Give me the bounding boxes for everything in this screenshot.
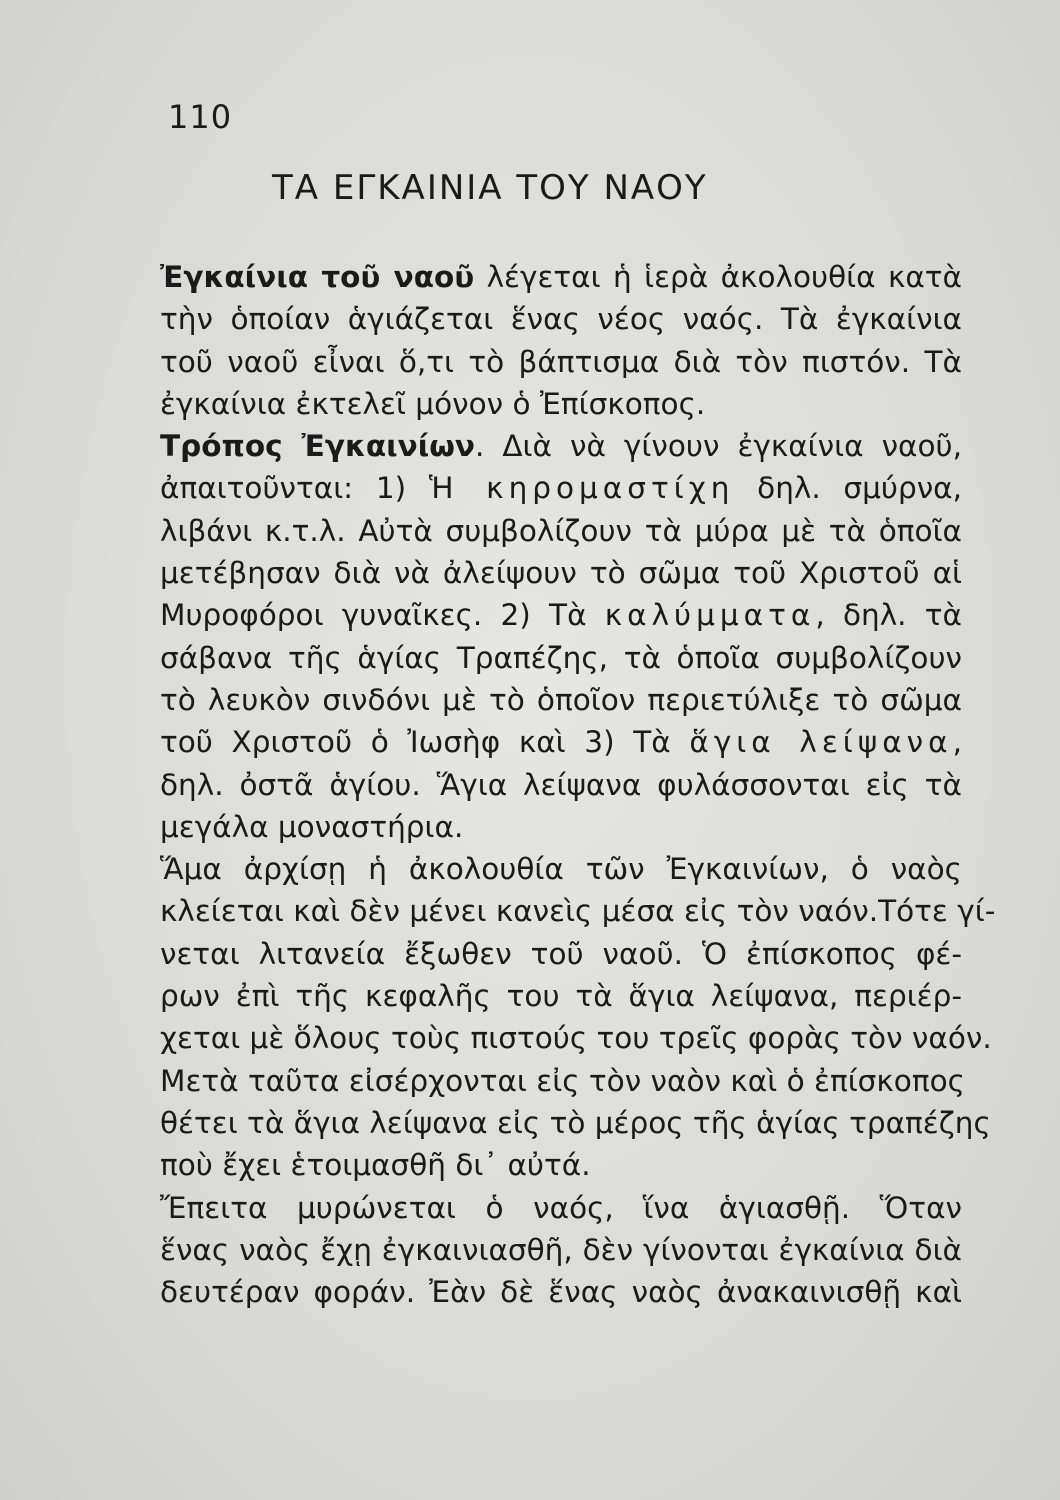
text-run: Μυροφόροι γυναῖκες. 2) Τὰ	[160, 598, 605, 633]
emphasized-term: καλύμματα	[604, 598, 816, 633]
text-run: λιβάνι κ.τ.λ. Αὐτὰ συμβολίζουν τὰ μύρα μὲ τὰ ὁποῖα	[160, 513, 962, 548]
text-line	[160, 1187, 962, 1229]
text-run: ἐγκαίνια ἐκτελεῖ μόνον ὁ Ἐπίσκοπος.	[160, 386, 706, 421]
text-line	[160, 848, 962, 890]
text-run: ,	[952, 725, 962, 760]
text-run: δευτέραν φοράν. Ἐὰν δὲ ἕνας ναὸς ἀνακαινισθῇ καὶ	[160, 1275, 962, 1310]
text-run: Ἔπειτα μυρώνεται ὁ ναός, ἵνα ἁγιασθῇ. Ὅταν	[160, 1190, 962, 1225]
section-term: Ἐγκαίνια τοῦ ναοῦ	[160, 260, 475, 294]
text-line	[160, 552, 962, 594]
chapter-title: ΤΑ ΕΓΚΑΙΝΙΑ ΤΟΥ ΝΑΟΥ	[272, 168, 708, 208]
text-line	[160, 637, 962, 679]
text-line	[160, 298, 962, 340]
text-line	[160, 341, 962, 383]
text-run: μεγάλα μοναστήρια.	[160, 809, 464, 844]
text-line	[160, 467, 962, 509]
text-line	[160, 933, 962, 975]
text-line	[160, 721, 962, 763]
text-line	[160, 1060, 965, 1102]
text-run: ποὺ ἔχει ἑτοιμασθῆ δι᾿ αὐτά.	[160, 1148, 591, 1183]
text-line	[160, 679, 962, 721]
page-number: 110	[168, 98, 233, 136]
text-line	[160, 890, 996, 932]
text-run: νεται λιτανεία ἔξωθεν τοῦ ναοῦ. Ὁ ἐπίσκοπος φέ-	[160, 936, 962, 971]
text-line	[160, 425, 962, 467]
text-run: θέτει τὰ ἅγια λείψανα εἰς τὸ μέρος τῆς ἁγίας τραπέζης	[160, 1105, 991, 1140]
text-run: ρων ἐπὶ τῆς κεφαλῆς του τὰ ἅγια λείψανα, περιέρ-	[160, 979, 962, 1014]
text-line	[160, 1102, 991, 1144]
text-run: ἕνας ναὸς ἔχῃ ἐγκαινιασθῆ, δὲν γίνονται ἐγκαίνια διὰ	[160, 1232, 962, 1267]
text-run: χεται μὲ ὅλους τοὺς πιστούς του τρεῖς φορὰς τὸν ναόν.	[160, 1021, 992, 1056]
text-line	[160, 1144, 962, 1186]
emphasized-term: Ἡ κηρομαστίχη	[428, 471, 735, 506]
text-run: τὸ λευκὸν σινδόνι μὲ τὸ ὁποῖον περιετύλιξε τὸ σῶμα	[160, 682, 962, 717]
text-run: σάβανα τῆς ἁγίας Τραπέζης, τὰ ὁποῖα συμβολίζουν	[160, 640, 962, 675]
text-run: δηλ. σμύρνα,	[734, 471, 962, 506]
text-line	[160, 256, 962, 298]
emphasized-term: ἅγια λείψανα	[689, 725, 953, 760]
text-line	[160, 510, 962, 552]
text-run: Ἅμα ἀρχίσῃ ἡ ἀκολουθία τῶν Ἐγκαινίων, ὁ ναὸς	[160, 852, 962, 887]
text-run: κλείεται καὶ δὲν μένει κανεὶς μέσα εἰς τὸν ναόν.Τότε γί-	[160, 894, 996, 929]
text-run: . Διὰ νὰ γίνουν ἐγκαίνια ναοῦ,	[474, 429, 962, 464]
text-line	[160, 594, 962, 636]
text-run: μετέβησαν διὰ νὰ ἀλείψουν τὸ σῶμα τοῦ Χριστοῦ αἱ	[160, 556, 962, 591]
text-run: δηλ. ὀστᾶ ἁγίου. Ἅγια λείψανα φυλάσσονται εἰς τὰ	[160, 767, 962, 802]
text-run: λέγεται ἡ ἱερὰ ἀκολουθία κατὰ	[474, 260, 962, 294]
text-line	[160, 764, 962, 806]
text-line	[160, 1017, 992, 1059]
text-run: , δηλ. τὰ	[815, 598, 962, 633]
text-run: Μετὰ ταῦτα εἰσέρχονται εἰς τὸν ναὸν καὶ ὁ ἐπίσκοπος	[160, 1063, 965, 1098]
text-run: τοῦ ναοῦ εἶναι ὅ,τι τὸ βάπτισμα διὰ τὸν πιστόν. Τὰ	[160, 344, 962, 379]
chapter-body	[160, 256, 996, 1313]
text-line	[160, 1271, 962, 1313]
text-line	[160, 975, 962, 1017]
section-term: Τρόπος Ἐγκαινίων	[160, 429, 475, 464]
text-line	[160, 1229, 962, 1271]
text-line	[160, 806, 962, 848]
text-run: τὴν ὁποίαν ἁγιάζεται ἕνας νέος ναός. Τὰ ἐγκαίνια	[160, 302, 962, 337]
text-run: τοῦ Χριστοῦ ὁ Ἰωσὴφ καὶ 3) Τὰ	[160, 725, 690, 760]
text-line	[160, 383, 962, 425]
text-run: ἀπαιτοῦνται: 1)	[160, 471, 429, 506]
